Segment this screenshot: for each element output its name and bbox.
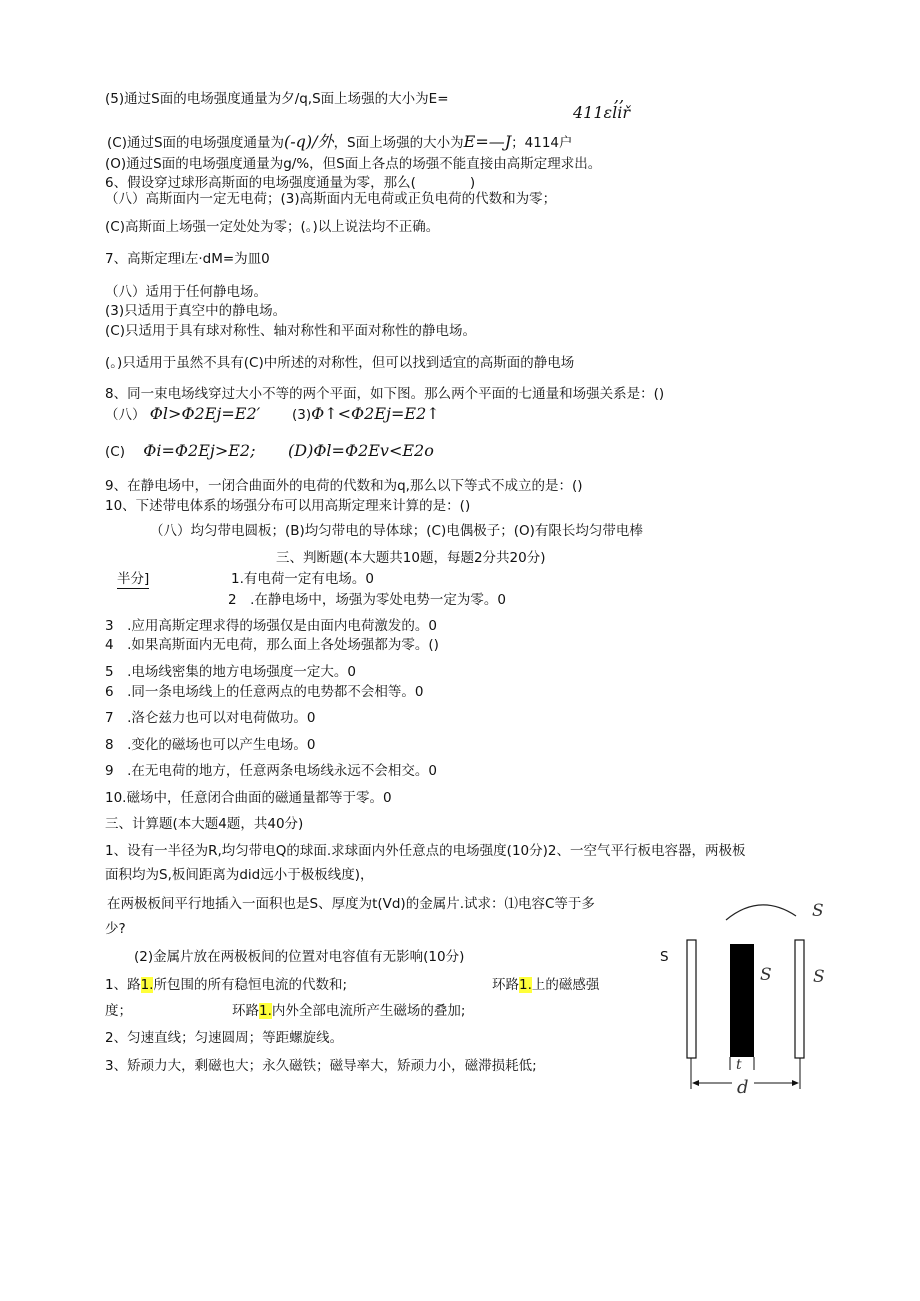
- answer-1-prefix: 1、路: [105, 977, 141, 993]
- answer-1-text: 所包围的所有稳恒电流的代数和;: [153, 977, 348, 993]
- answer-1-highlight: 1.: [140, 977, 154, 993]
- label-t: t: [736, 1057, 742, 1073]
- q5-option-b: (5)通过S面的电场强度通量为夕/q,S面上场强的大小为E=: [105, 91, 449, 107]
- answer-1-cont: [232, 1002, 465, 1020]
- answer-1-cont-prefix: 度；: [105, 1003, 132, 1019]
- answer-1-second: [492, 976, 599, 994]
- q8-a-label: （八）: [105, 407, 146, 423]
- q8-option-c: [105, 442, 256, 461]
- q5-option-c: [107, 133, 573, 152]
- judgement-7: 7 .洛仑兹力也可以对电荷做功。0: [105, 710, 316, 726]
- judgement-10: 10.磁场中，任意闭合曲面的磁通量都等于零。0: [105, 790, 392, 806]
- score-label: 半分]: [117, 571, 150, 587]
- q7-option-a: （八）适用于任何静电场。: [105, 284, 267, 300]
- section-calculation-title: 三、计算题(本大题4题，共40分): [105, 816, 304, 832]
- q5-option-c-text: (C)通过S面的电场强度通量为: [107, 135, 285, 151]
- q8-b-label: (3): [292, 407, 312, 423]
- q8-a-formula: Φl>Φ2Ej=E2′: [149, 404, 261, 423]
- answer-1-highlight-2: 1.: [519, 977, 532, 993]
- q5-option-c-tail: ，S面上场强的大小为: [333, 135, 464, 151]
- capacitor-diagram: [678, 896, 838, 1096]
- judgement-1: 1.有电荷一定有电场。0: [231, 571, 374, 587]
- left-plate: [687, 940, 696, 1058]
- calc-question-2-cont: 少?: [105, 921, 126, 937]
- capacitor-diagram-svg: [678, 896, 838, 1096]
- q7-option-b: (3)只适用于真空中的静电场。: [105, 303, 287, 319]
- question-6: 6、假设穿过球形高斯面的电场强度通量为零，那么( ): [105, 175, 476, 191]
- q8-b-formula: Φ↑<Φ2Ej=E2↑: [311, 404, 440, 423]
- answer-1: [105, 976, 347, 994]
- label-s-mid: S: [760, 965, 772, 985]
- answer-1-cont-text: 内外全部电流所产生磁场的叠加;: [271, 1003, 466, 1019]
- q5-option-c-formula2: E=—J: [463, 132, 512, 151]
- q6-options-ab: （八）高斯面内一定无电荷；(3)高斯面内无电荷或正负电荷的代数和为零；: [105, 191, 557, 207]
- judgement-9: 9 .在无电荷的地方，任意两条电场线永远不会相交。0: [105, 763, 437, 779]
- d-arrowhead-left: [692, 1080, 699, 1086]
- label-s-right: S: [813, 967, 825, 987]
- q8-options-ab: [105, 405, 260, 424]
- q5-option-b-formula: 411εliř: [573, 103, 631, 122]
- question-7: 7、高斯定理i左·dM=为皿0: [105, 251, 270, 267]
- judgement-6: 6 .同一条电场线上的任意两点的电势都不会相等。0: [105, 684, 424, 700]
- judgement-2: 2 .在静电场中，场强为零处电势一定为零。0: [228, 592, 506, 608]
- question-10: 10、下述带电体系的场强分布可以用高斯定理来计算的是：(): [105, 498, 471, 514]
- section-judgement-title: 三、判断题(本大题共10题，每题2分共20分): [276, 550, 546, 566]
- judgement-5: 5 .电场线密集的地方电场强度一定大。0: [105, 664, 356, 680]
- label-s-top: S: [812, 901, 824, 921]
- surface-arc: [726, 905, 796, 920]
- q5-option-c-end: ；4114户: [511, 135, 573, 151]
- question-9: 9、在静电场中，一闭合曲面外的电荷的代数和为q,那么以下等式不成立的是：(): [105, 478, 583, 494]
- metal-slab: [730, 944, 754, 1057]
- q8-c-label: (C): [105, 444, 125, 460]
- judgement-8: 8 .变化的磁场也可以产生电场。0: [105, 737, 316, 753]
- q5-option-d: (O)通过S面的电场强度通量为g/%，但S面上各点的场强不能直接由高斯定理求出。: [105, 156, 602, 172]
- label-s-left: S: [660, 949, 669, 965]
- calc-question-1: 1、设有一半径为R,均匀带电Q的球面.求球面内外任意点的电场强度(10分)2、一空气平行板电容器，两极板: [105, 843, 746, 859]
- q8-option-d: (D)Φl=Φ2Ev<E2o: [288, 441, 434, 460]
- answer-1-loop: 环路: [492, 977, 519, 993]
- q7-option-d: (。)只适用于虽然不具有(C)中所述的对称性，但可以找到适宜的高斯面的静电场: [105, 355, 575, 371]
- calc-question-2-part2: (2)金属片放在两极板间的位置对电容值有无影响(10分): [134, 949, 465, 965]
- calc-question-1-cont: 面积均为S,板间距离为did远小于极板线度)，: [105, 867, 374, 883]
- question-8: 8、同一束电场线穿过大小不等的两个平面，如下图。那么两个平面的七通量和场强关系是：(): [105, 386, 665, 402]
- q6-options-cd: (C)高斯面上场强一定处处为零；(。)以上说法均不正确。: [105, 219, 440, 235]
- label-d: d: [737, 1077, 749, 1096]
- q8-option-b: [292, 405, 440, 424]
- q7-option-c: (C)只适用于具有球对称性、轴对称性和平面对称性的静电场。: [105, 323, 476, 339]
- right-plate: [795, 940, 804, 1058]
- q8-c-formula: Φi=Φ2Ej>E2;: [143, 441, 256, 460]
- q5-option-c-formula: (-q)/外: [284, 132, 334, 151]
- q5-option-b-mark: ,,: [614, 87, 625, 106]
- answer-1-end: 上的磁感强: [531, 977, 600, 993]
- answer-1-cont-highlight: 1.: [259, 1003, 272, 1019]
- calc-question-2: 在两极板间平行地插入一面积也是S、厚度为t(Vd)的金属片.试求：⑴电容C等于多: [107, 896, 595, 912]
- q10-options: （八）均匀带电圆板；(B)均匀带电的导体球；(C)电偶极子；(O)有限长均匀带电棒: [150, 523, 643, 539]
- answer-2: 2、匀速直线；匀速圆周；等距螺旋线。: [105, 1030, 344, 1046]
- judgement-3: 3 .应用高斯定理求得的场强仅是由面内电荷激发的。0: [105, 618, 437, 634]
- answer-1-cont-loop: 环路: [232, 1003, 259, 1019]
- answer-3: 3、矫顽力大，剩磁也大；永久磁铁；磁导率大，矫顽力小，磁滞损耗低;: [105, 1058, 537, 1074]
- judgement-4: 4 .如果高斯面内无电荷，那么面上各处场强都为零。(): [105, 637, 439, 653]
- d-arrowhead-right: [792, 1080, 799, 1086]
